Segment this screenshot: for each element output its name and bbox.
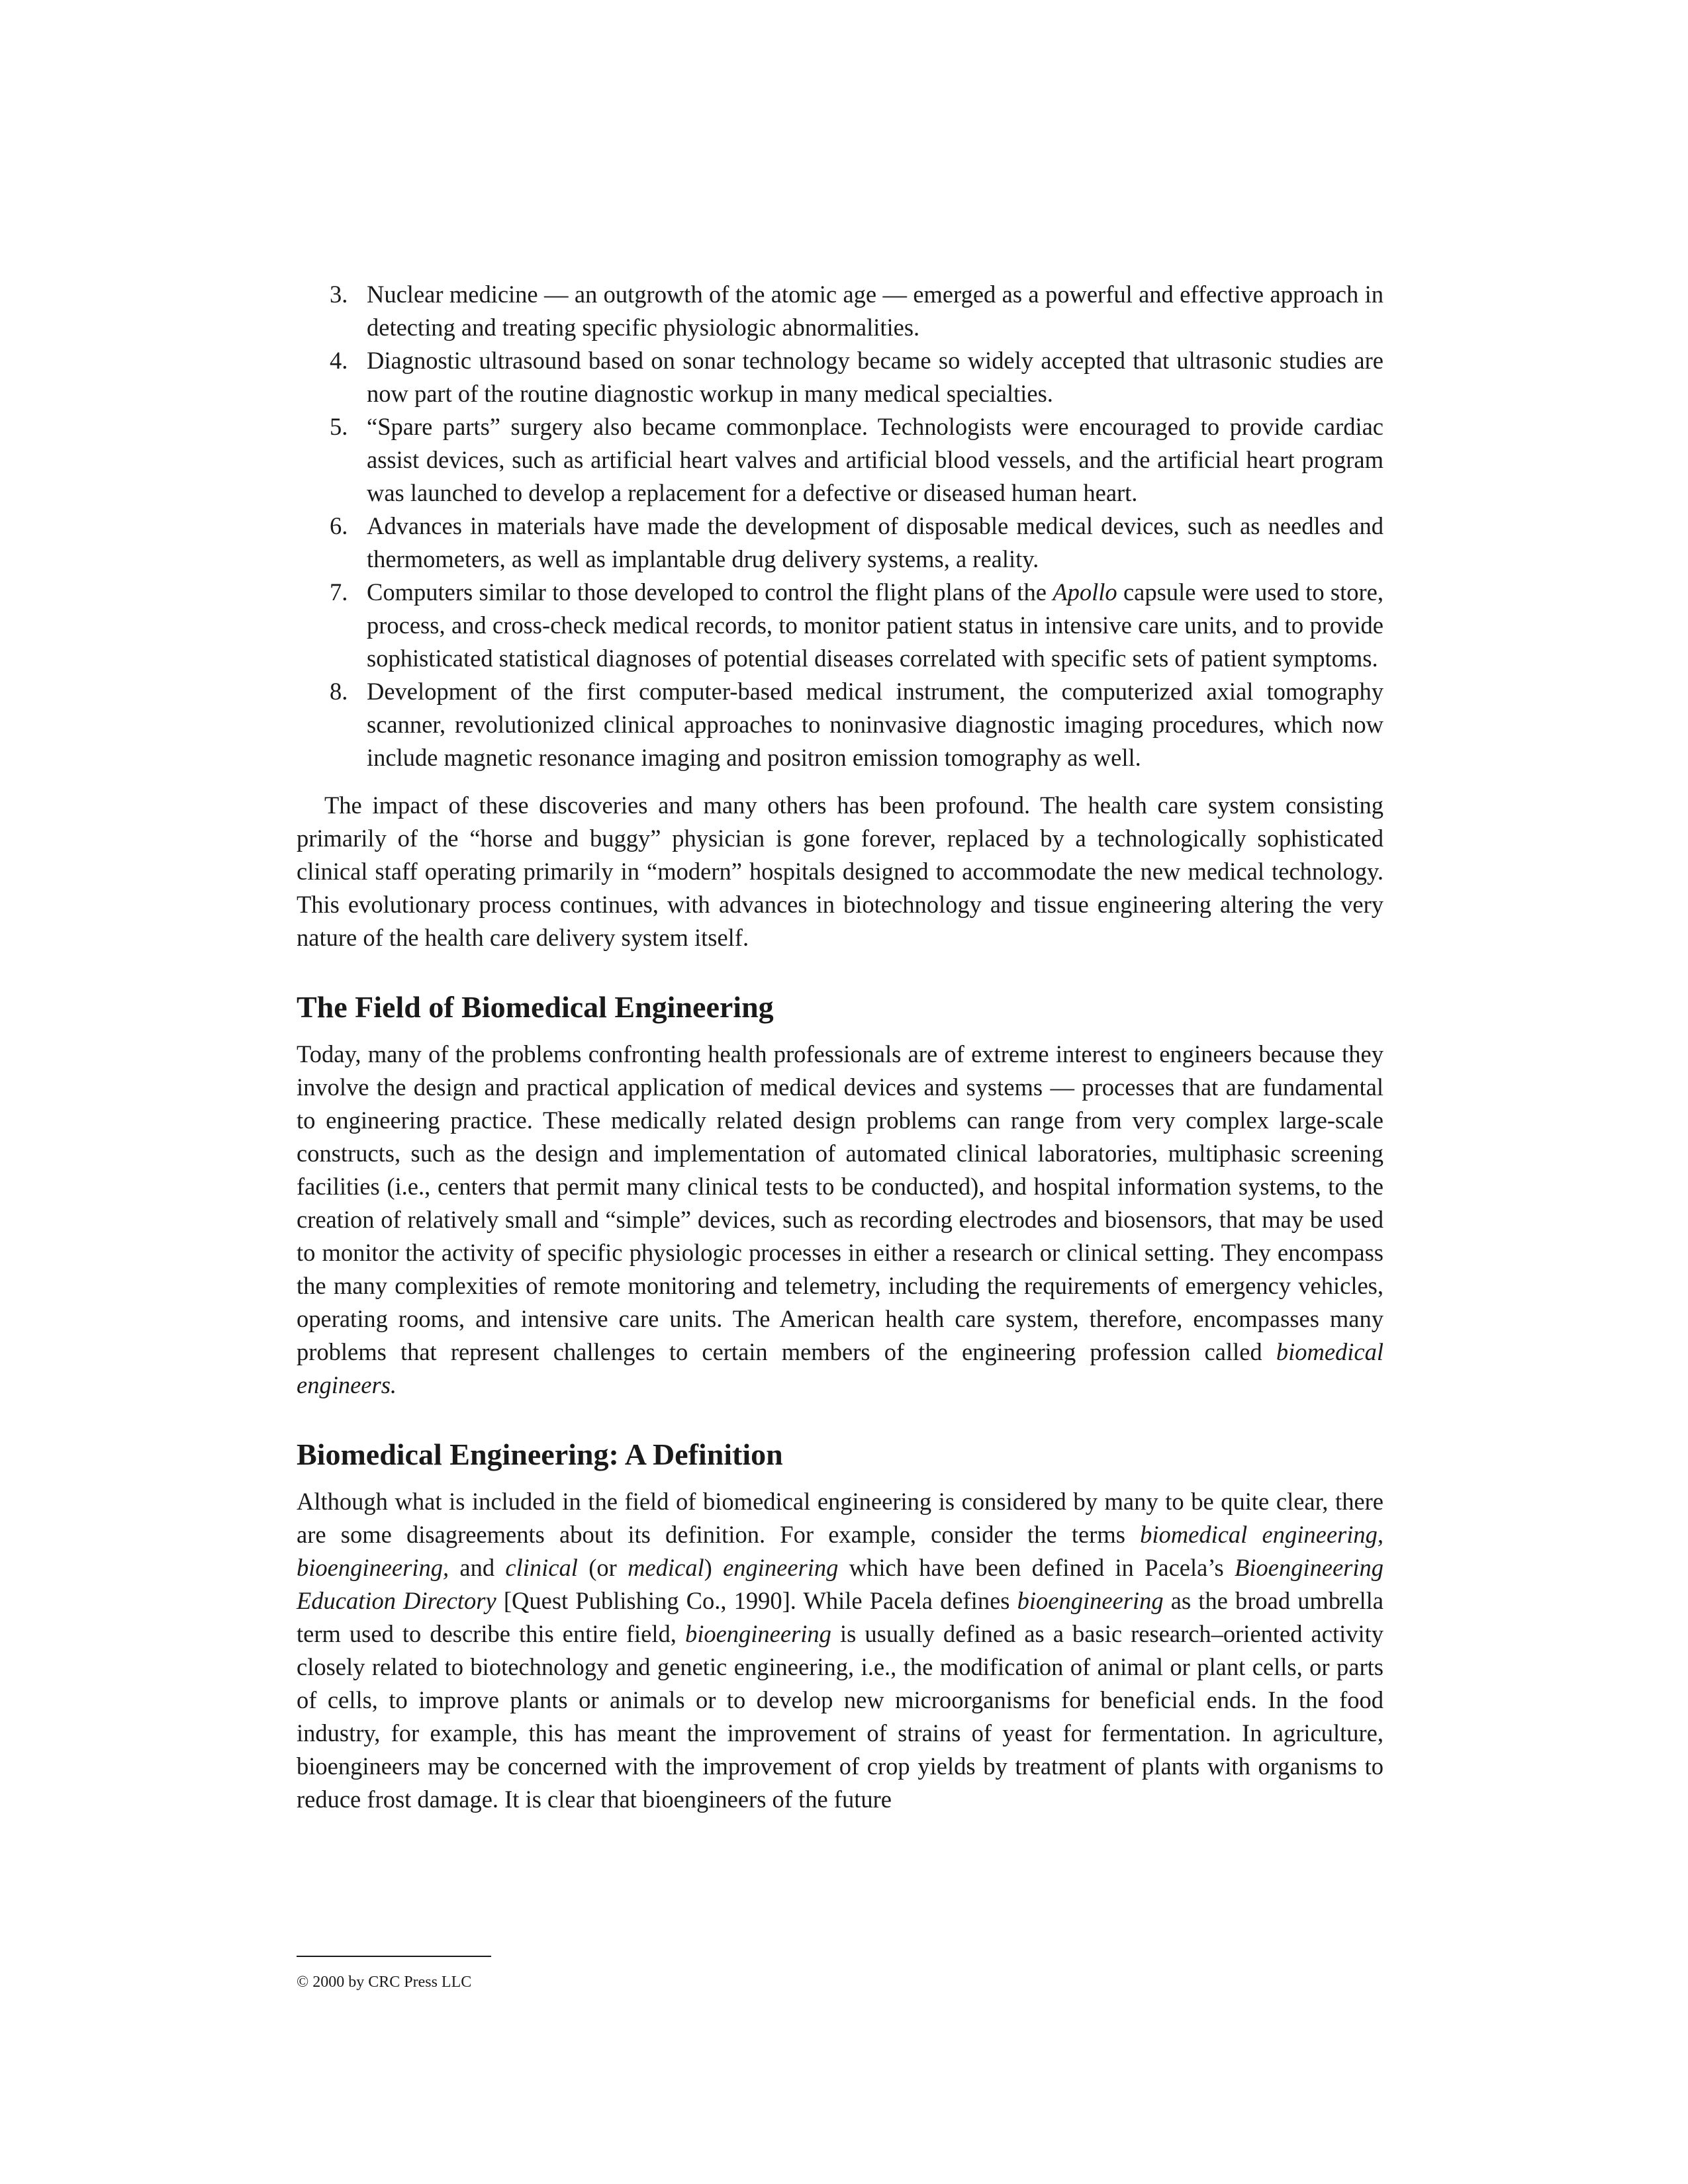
text-segment: Today, many of the problems confronting health professionals are of extreme interest to engineers because they involve the design and practical application of medical devices and systems — processes that are fundamental to engineering practice. These medically related design problems can range from very complex large-scale constructs, such as the design and implementation of automated clinical laboratories, multiphasic screening facilities (i.e., centers that permit many clinical tests to be conducted), and hospital information systems, to the creation of relatively small and “simple” devices, such as recording electrodes and biosensors, that may be used to monitor the activity of specific physiologic processes in either a research or clinical setting. They encompass the many complexities of remote monitoring and telemetry, including the requirements of emergency vehicles, operating rooms, and intensive care units. The American health care system, therefore, encompasses many problems that represent challenges to certain members of the engineering profession called — [297, 1040, 1383, 1365]
list-item-number: 3. — [330, 281, 348, 308]
emphasis-term: engineering — [723, 1554, 839, 1581]
text-segment: [Quest Publishing Co., 1990]. While Pacela defines — [496, 1587, 1017, 1614]
footer-copyright: © 2000 by CRC Press LLC — [297, 1974, 472, 1991]
list-item — [297, 278, 1383, 344]
footer-rule — [297, 1956, 491, 1957]
list-item-number: 5. — [330, 413, 348, 440]
numbered-list — [297, 278, 1383, 774]
list-item — [297, 675, 1383, 774]
list-item-number: 7. — [330, 578, 348, 606]
emphasis-term: biomedical engineering, bioengineering, — [297, 1521, 1383, 1581]
text-segment: which have been defined in Pacela’s — [838, 1554, 1235, 1581]
text-segment: as the broad umbrella term used to describe this entire field, — [297, 1587, 1383, 1647]
list-item — [297, 576, 1383, 675]
list-item-number: 4. — [330, 347, 348, 374]
text-segment: capsule were used to store, process, and cross-check medical records, to monitor patient status in intensive care units, and to provide sophisticated statistical diagnoses of potential diseases correlated with specific sets of patient symptoms. — [367, 578, 1383, 672]
list-item-text: Advances in materials have made the development of disposable medical devices, such as needles and thermometers, as well as implantable drug delivery systems, a reality. — [367, 512, 1383, 572]
emphasis-term: bioengineering — [1017, 1587, 1164, 1614]
list-item-text — [367, 578, 1383, 672]
text-segment: is usually defined as a basic research–oriented activity closely related to biotechnology and genetic engineering, i.e., the modification of animal or plant cells, or parts of cells, to improve plants or animals or to develop new microorganisms for beneficial ends. In the food industry, for example, this has meant the improvement of strains of yeast for fermentation. In agriculture, bioengineers may be concerned with the improvement of crop yields by treatment of plants with organisms to reduce frost damage. It is clear that bioengineers of the future — [297, 1620, 1384, 1813]
list-item-text: Nuclear medicine — an outgrowth of the atomic age — emerged as a powerful and effective approach in detecting and treating specific physiologic abnormalities. — [367, 281, 1383, 341]
definition-paragraph — [297, 1485, 1383, 1816]
impact-paragraph: The impact of these discoveries and many others has been profound. The health care system consisting primarily of the “horse and buggy” physician is gone forever, replaced by a technologically sophisticated clinical staff operating primarily in “modern” hospitals designed to accommodate the new medical technology. This evolutionary process continues, with advances in biotechnology and tissue engineering altering the very nature of the health care delivery system itself. — [297, 792, 1383, 951]
text-segment: (or — [577, 1554, 628, 1581]
emphasis-title: Bioengineering Education Directory — [297, 1554, 1384, 1614]
emphasis-term: medical — [628, 1554, 704, 1581]
list-item — [297, 510, 1383, 576]
list-item-number: 6. — [330, 512, 348, 539]
page-content — [297, 278, 1383, 1816]
list-item-text: “Spare parts” surgery also became commonplace. Technologists were encouraged to provide cardiac assist devices, such as artificial heart valves and artificial blood vessels, and the artificial heart program was launched to develop a replacement for a defective or diseased human heart. — [367, 413, 1383, 506]
text-segment: and — [449, 1554, 506, 1581]
emphasis-term: clinical — [505, 1554, 578, 1581]
section-heading-definition: Biomedical Engineering: A Definition — [297, 1437, 783, 1471]
text-segment: ) — [704, 1554, 724, 1581]
list-item-text: Diagnostic ultrasound based on sonar technology became so widely accepted that ultrasonic studies are now part of the routine diagnostic workup in many medical specialties. — [367, 347, 1383, 407]
list-item-text: Development of the first computer-based medical instrument, the computerized axial tomography scanner, revolutionized clinical approaches to noninvasive diagnostic imaging procedures, which now include magnetic resonance imaging and positron emission tomography as well. — [367, 678, 1383, 771]
list-item — [297, 410, 1383, 510]
list-item-number: 8. — [330, 678, 348, 705]
emphasis-term: bioengineering — [684, 1620, 831, 1647]
emphasis-apollo: Apollo — [1053, 578, 1117, 606]
text-segment: Computers similar to those developed to control the flight plans of the — [367, 578, 1053, 606]
list-item — [297, 344, 1383, 410]
emphasis-biomedical-engineers: biomedical engineers. — [297, 1338, 1383, 1398]
section-heading-field: The Field of Biomedical Engineering — [297, 990, 774, 1024]
text-segment: Although what is included in the field of biomedical engineering is considered by many to be quite clear, there are some disagreements about its definition. For example, consider the terms — [297, 1488, 1383, 1548]
field-paragraph — [297, 1038, 1383, 1402]
